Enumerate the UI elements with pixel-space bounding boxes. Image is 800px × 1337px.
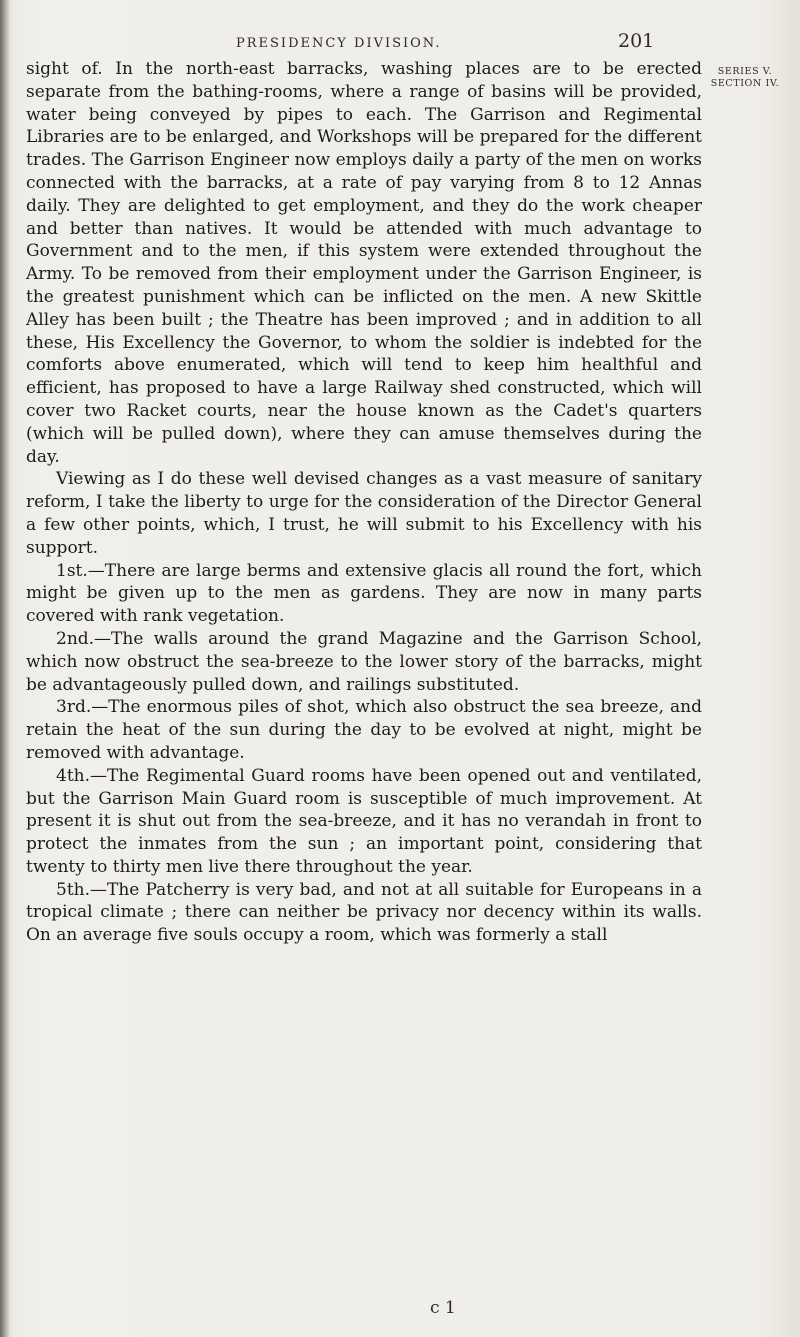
body-text [26,58,702,947]
paragraph-7: 5th.—The Patcherry is very bad, and not at all suitable for Europeans in a tropical climate ; there can neither be privacy nor decency within its walls. On an average five souls occupy a room, which was formerly a stall [26,879,702,946]
margin-note-section: SECTION IV. [710,78,780,89]
paragraph-3: 1st.—There are large berms and extensive glacis all round the fort, which might be given up to the men as gardens. They are now in many parts covered with rank vegetation. [26,560,702,627]
page-gutter-shadow [0,0,10,1337]
catchword: c 1 [430,1298,456,1318]
paragraph-2: Viewing as I do these well devised changes as a vast measure of sanitary reform, I take the liberty to urge for the consideration of the Director General a few other points, which, I trust, he will submit to his Excellency with his support. [26,469,702,558]
paragraph-4: 2nd.—The walls around the grand Magazine and the Garrison School, which now obstruct the sea-breeze to the lower story of the barracks, might be advantageously pulled down, and railings substituted. [26,628,702,695]
margin-note [708,66,782,90]
paragraph-1: sight of. In the north-east barracks, washing places are to be erected separate from the bathing-rooms, where a range of basins will be provided, water being conveyed by pipes to each. The Garrison and Regimental Libraries are to be enlarged, and Workshops will be prepared for the different trades. The Garrison Engineer now employs daily a party of the men on works connected with the barracks, at a rate of pay varying from 8 to 12 Annas daily. They are delighted to get employment, and they do the work cheaper and better than natives. It would be attended with much advantage to Government and to the men, if this system were extended throughout the Army. To be removed from their employment under the Garrison Engineer, is the greatest punishment which can be inflicted on the men. A new Skittle Alley has been built ; the Theatre has been improved ; and in addition to all these, His Excellency the Governor, to whom the soldier is indebted for the comforts above enumerated, which will tend to keep him healthful and efficient, has proposed to have a large Railway shed constructed, which will cover two Racket courts, near the house known as the Cadet's quarters (which will be pulled down), where they can amuse themselves during the day. [26,59,702,467]
margin-note-series: SERIES V. [717,66,773,77]
paragraph-6: 4th.—The Regimental Guard rooms have been opened out and ventilated, but the Garrison Main Guard room is susceptible of much improvement. At present it is shut out from the sea-breeze, and it has no verandah in front to protect the inmates from the sun ; an important point, considering that twenty to thirty men live there throughout the year. [26,765,702,877]
paragraph-5: 3rd.—The enormous piles of shot, which also obstruct the sea breeze, and retain the heat of the sun during the day to be evolved at night, might be removed with advantage. [26,697,702,763]
page-number: 201 [618,30,655,52]
running-head: PRESIDENCY DIVISION. [236,36,442,51]
